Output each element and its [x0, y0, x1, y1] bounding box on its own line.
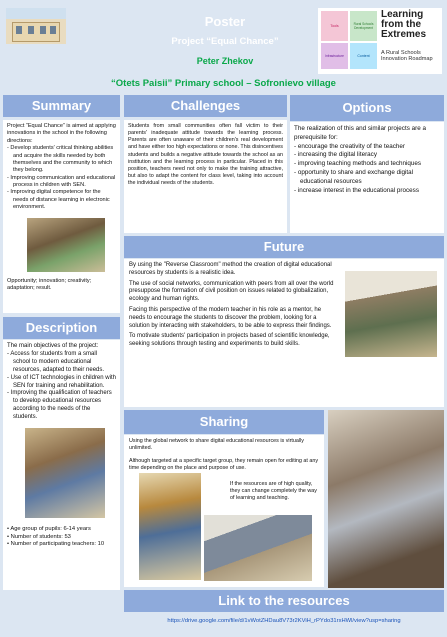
list-item: - Improving digital competence for the needs of distance learning in electronic environment.	[7, 189, 116, 211]
sharing-photo-kids	[139, 473, 201, 580]
learning-extremes-logo	[318, 8, 442, 74]
description-children-photo	[25, 428, 105, 518]
stat-item: • Number of students: 53	[7, 534, 116, 542]
school-building-photo	[6, 8, 66, 44]
poster-title: Poster	[204, 14, 246, 29]
summary-panel	[3, 120, 120, 313]
summary-intro: Project “Equal Chance” is aimed at applying innovations in the school in the following directions:	[7, 123, 116, 144]
challenges-heading: Challenges	[124, 95, 287, 117]
link-heading: Link to the resources	[124, 590, 444, 612]
summary-heading: Summary	[3, 95, 120, 117]
sharing-text-3: If the resources are of high quality, they can change completely the way of learning and teaching.	[230, 481, 317, 502]
future-classroom-photo	[345, 271, 437, 357]
list-item: - increase interest in the educational process	[294, 187, 440, 196]
list-item: - Develop students' critical thinking abilities and acquire the skills needed by both themselves and the community to which they belong.	[7, 145, 116, 175]
stat-item: • Number of participating teachers: 10	[7, 541, 116, 549]
challenges-panel	[124, 120, 287, 233]
sharing-text-1: Using the global network to share digital educational resources is virtually unlimited.	[129, 438, 304, 452]
description-panel	[3, 340, 120, 590]
description-stats	[7, 526, 116, 549]
options-intro: The realization of this and similar projects are a prerequisite for:	[294, 125, 426, 141]
author-name: Peter Zhekov	[196, 56, 254, 66]
sharing-heading: Sharing	[124, 410, 324, 434]
logo-box-tools: Tools	[321, 11, 348, 41]
challenges-text: Students from small communities often fall victim to their parents' inadequate attitude towards the learning process. Parents are often unaware of their children's real development and have either too high expectations or none. This disincentives students and builds a negative attitude towards the school as an institution and the learning process in particular. Placed in this position, teachers need not only to make the training attractive, but also to adapt the content for class level, taking into account the individual needs of the students.	[128, 123, 283, 186]
options-list	[294, 143, 440, 196]
description-heading: Description	[3, 317, 120, 339]
options-panel	[290, 122, 444, 233]
logo-title: Learning from the Extremes	[381, 9, 427, 40]
sharing-panel	[124, 435, 324, 587]
summary-classroom-photo	[27, 218, 105, 272]
list-item: - Access for students from a small school to modern educational resources, adapted to their needs.	[7, 351, 116, 375]
list-item: - Improving the qualification of teachers to develop educational resources according to the needs of the students.	[7, 390, 116, 422]
list-item: - Improving communication and educational process in children with SEN.	[7, 175, 116, 190]
resources-link[interactable]: https://drive.google.com/file/d/1vWotZHDau8V73r2KViH_rPYdo31rxHWl/view?usp=sharing	[167, 618, 401, 624]
future-paragraph: Facing this perspective of the modern teacher in his role as a mentor, he needs to encourage the students to discover the problem, looking for a solution by interacting with stakeholders, to be able to express their findings.	[129, 306, 332, 329]
project-title: Project “Equal Chance”	[171, 36, 279, 47]
future-paragraph: The use of social networks, communication with peers from all over the world presuppose the formation of civil position on issues related to globalization, ecology and human rights.	[129, 280, 334, 303]
logo-subtitle: A Rural Schools Innovation Roadmap	[381, 50, 433, 63]
sharing-photo-tablet	[328, 410, 444, 588]
options-heading: Options	[290, 95, 444, 121]
list-item: - improving teaching methods and techniques	[294, 160, 440, 169]
list-item: - opportunity to share and exchange digital educational resources	[294, 169, 440, 187]
future-paragraph: To motivate students' participation in projects based of scientific knowledge, seeking solutions through testing and experiments to build skills.	[129, 333, 330, 348]
future-paragraph: By using the "Reverse Classroom" method the creation of digital educational resources by students is a realistic idea.	[129, 262, 332, 276]
logo-box-development: Rural Schools Development	[350, 11, 377, 41]
stat-item: • Age group of pupils: 6-14 years	[7, 526, 116, 534]
sharing-text-2: Although targeted at a specific target group, they remain open for editing at any time depending on the place and purpose of use.	[129, 458, 319, 472]
list-item: - encourage the creativity of the teacher	[294, 143, 440, 152]
logo-box-infrastructure: Infrastructure	[321, 43, 348, 69]
logo-box-content: Content	[350, 43, 377, 69]
summary-caption: Opportunity; innovation; creativity; adaptation; result.	[7, 277, 92, 291]
school-name: “Otets Paisii” Primary school – Sofronievo village	[111, 78, 336, 89]
future-panel	[124, 259, 444, 407]
summary-list	[7, 145, 116, 211]
sharing-photo-screen	[204, 515, 312, 581]
list-item: - Use of ICT technologies in children with SEN for training and rehabilitation.	[7, 375, 116, 391]
future-text	[129, 262, 337, 349]
description-list	[7, 351, 116, 422]
list-item: - increasing the digital literacy	[294, 151, 440, 160]
description-intro: The main objectives of the project:	[7, 343, 99, 349]
future-heading: Future	[124, 236, 444, 258]
